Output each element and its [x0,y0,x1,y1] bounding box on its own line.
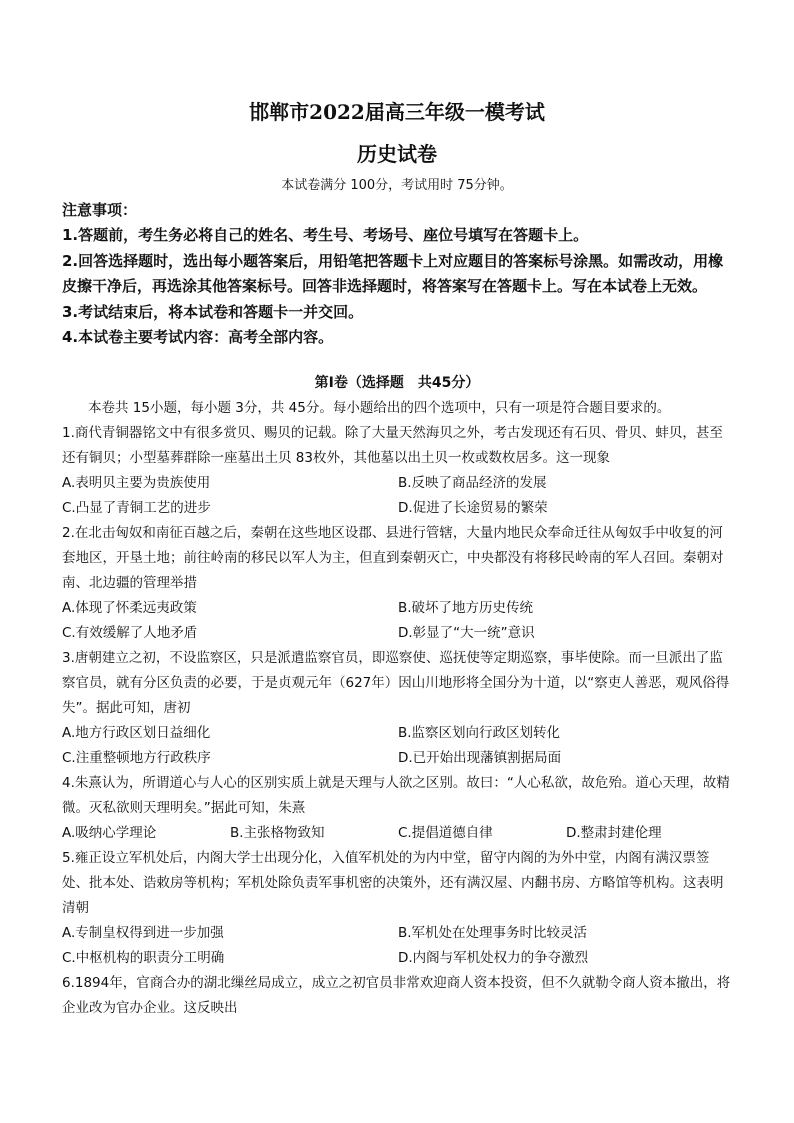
note-item: 1.答题前，考生务必将自己的姓名、考生号、考场号、座位号填写在答题卡上。 [62,226,589,244]
option-a: A.吸纳心学理论 [62,825,157,841]
option-b: B.破坏了地方历史传统 [398,600,534,616]
option-c: C.中枢机构的职责分工明确 [62,950,225,966]
option-d: D.促进了长途贸易的繁荣 [398,500,548,516]
option-b: B.军机处在处理事务时比较灵活 [398,925,588,941]
exam-info: 本试卷满分 100分，考试用时 75分钟。 [281,178,513,193]
option-d: D.整肃封建伦理 [566,825,662,841]
note-item: 2.回答选择题时，选出每小题答案后，用铅笔把答题卡上对应题目的答案标号涂黑。如需改动，用橡皮擦干净后，再选涂其他答案标号。回答非选择题时，将答案写在答题卡上。写在本试卷上无效。 [62,251,724,295]
option-c: C.提倡道德自律 [398,825,493,841]
option-c: C.注重整顿地方行政秩序 [62,750,211,766]
question-stem: 5.雍正设立军机处后，内阁大学士出现分化，入值军机处的为内中堂，留守内阁的为外中堂，内阁有满汉票签处、批本处、诰敕房等机构；军机处除负责军事机密的决策外，还有满汉屋、内翻书房、方略馆等机构。这表明清朝 [62,850,724,916]
options-row [62,821,734,846]
option-a: A.表明贝主要为贵族使用 [62,475,211,491]
section-title: 第Ⅰ卷（选择题 共45分） [314,375,480,391]
exam-subtitle: 历史试卷 [357,142,437,166]
option-b: B.反映了商品经济的发展 [398,475,547,491]
option-c: C.凸显了青铜工艺的进步 [62,500,211,516]
option-b: B.监察区划向行政区划转化 [398,725,561,741]
options-row [62,746,734,771]
section-intro: 本卷共 15小题，每小题 3分，共 45分。每小题给出的四个选项中，只有一项是符合题目要求的。 [88,400,671,416]
option-a: A.地方行政区划日益细化 [62,725,211,741]
options-row [62,621,734,646]
notes-heading: 注意事项： [62,201,138,219]
question-stem: 4.朱熹认为，所谓道心与人心的区别实质上就是天理与人欲之区别。故曰：“人心私欲，故危殆。道心天理，故精微。灭私欲则天理明矣。”据此可知，朱熹 [62,775,730,816]
option-d: D.已开始出现藩镇割据局面 [398,750,562,766]
options-row [62,496,734,521]
options-row [62,471,734,496]
option-b: B.主张格物致知 [230,825,325,841]
question-stem: 3.唐朝建立之初，不设监察区，只是派遣监察官员，即巡察使、巡抚使等定期巡察，事毕使除。而一旦派出了监察官员，就有分区负责的必要，于是贞观元年（627年）因山川地形将全国分为十道，以“察吏人善恶，观风俗得失”。据此可知，唐初 [62,650,730,716]
question-stem: 6.1894年，官商合办的湖北缫丝局成立，成立之初官员非常欢迎商人资本投资，但不久就勒令商人资本撤出，将企业改为官办企业。这反映出 [62,975,731,1016]
options-row [62,721,734,746]
options-row [62,596,734,621]
questions-area [62,396,734,1021]
option-d: D.内阁与军机处权力的争夺激烈 [398,950,589,966]
question-stem: 1.商代青铜器铭文中有很多赏贝、赐贝的记载。除了大量天然海贝之外，考古发现还有石贝、骨贝、蚌贝，甚至还有铜贝；小型墓葬群除一座墓出土贝 83枚外，其他墓以出土贝一枚或数枚居多。这一现象 [62,425,723,466]
option-d: D.彰显了“大一统”意识 [398,625,535,641]
exam-title: 邯郸市2022届高三年级一模考试 [249,100,545,124]
notes-list [62,223,734,351]
options-row [62,946,734,971]
option-a: A.专制皇权得到进一步加强 [62,925,224,941]
option-c: C.有效缓解了人地矛盾 [62,625,198,641]
option-a: A.体现了怀柔远夷政策 [62,600,197,616]
note-item: 3.考试结束后，将本试卷和答题卡一并交回。 [62,302,364,321]
note-item: 4.本试卷主要考试内容：高考全部内容。 [62,328,334,346]
question-stem: 2.在北击匈奴和南征百越之后，秦朝在这些地区设郡、县进行管辖，大量内地民众奉命迁往从匈奴手中收复的河套地区，开垦土地；前往岭南的移民以军人为主，但直到秦朝灭亡，中央都没有将移民岭南的军人召回。秦朝对南、北边疆的管理举措 [62,525,724,591]
options-row [62,921,734,946]
